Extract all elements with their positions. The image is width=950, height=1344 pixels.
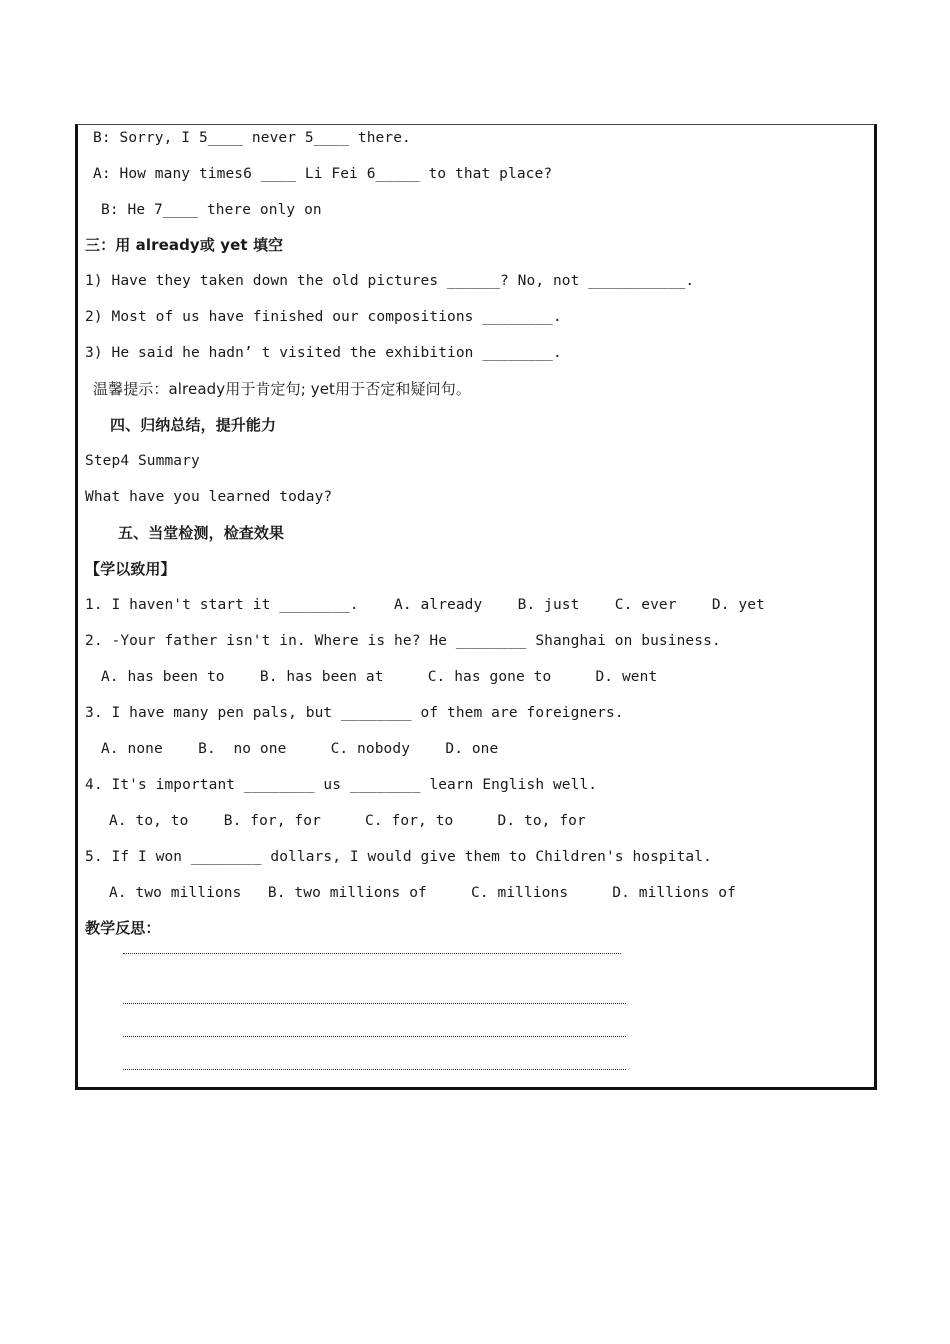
quiz-options-3: A. none B. no one C. nobody D. one — [101, 741, 499, 757]
section4-question: What have you learned today? — [85, 489, 333, 505]
dialog-line-2: A: How many times6 ____ Li Fei 6_____ to that place? — [93, 166, 553, 182]
section3-question-3: 3) He said he hadn’ t visited the exhibition ________. — [85, 345, 562, 361]
reflection-heading: 教学反思： — [85, 919, 161, 937]
section3-question-1: 1) Have they taken down the old pictures ______? No, not ___________. — [85, 273, 695, 289]
section5-heading: 五、当堂检测，检查效果 — [118, 524, 285, 542]
section4-step: Step4 Summary — [85, 453, 200, 469]
quiz-question-5: 5. If I won ________ dollars, I would give them to Children's hospital. — [85, 849, 712, 865]
reflection-rule-3 — [123, 1036, 626, 1037]
reflection-rule-2 — [123, 1003, 626, 1004]
section4-heading: 四、归纳总结，提升能力 — [110, 416, 277, 434]
quiz-question-2: 2. -Your father isn't in. Where is he? He ________ Shanghai on business. — [85, 633, 721, 649]
section3-tip: 温馨提示：already用于肯定句; yet用于否定和疑问句。 — [93, 380, 471, 398]
dialog-line-1: B: Sorry, I 5____ never 5____ there. — [93, 130, 411, 146]
quiz-question-1: 1. I haven't start it ________. A. already B. just C. ever D. yet — [85, 597, 765, 613]
reflection-rule-1 — [123, 953, 621, 954]
quiz-question-4: 4. It's important ________ us ________ learn English well. — [85, 777, 598, 793]
quiz-options-5: A. two millions B. two millions of C. millions D. millions of — [109, 885, 736, 901]
section3-question-2: 2) Most of us have finished our compositions ________. — [85, 309, 562, 325]
quiz-options-4: A. to, to B. for, for C. for, to D. to, for — [109, 813, 586, 829]
section3-heading: 三：用 already或 yet 填空 — [85, 236, 284, 254]
quiz-options-2: A. has been to B. has been at C. has gone to D. went — [101, 669, 658, 685]
dialog-line-3: B: He 7____ there only on — [101, 202, 322, 218]
section5-subheading: 【学以致用】 — [85, 560, 176, 578]
quiz-question-3: 3. I have many pen pals, but ________ of them are foreigners. — [85, 705, 624, 721]
reflection-rule-4 — [123, 1069, 626, 1070]
